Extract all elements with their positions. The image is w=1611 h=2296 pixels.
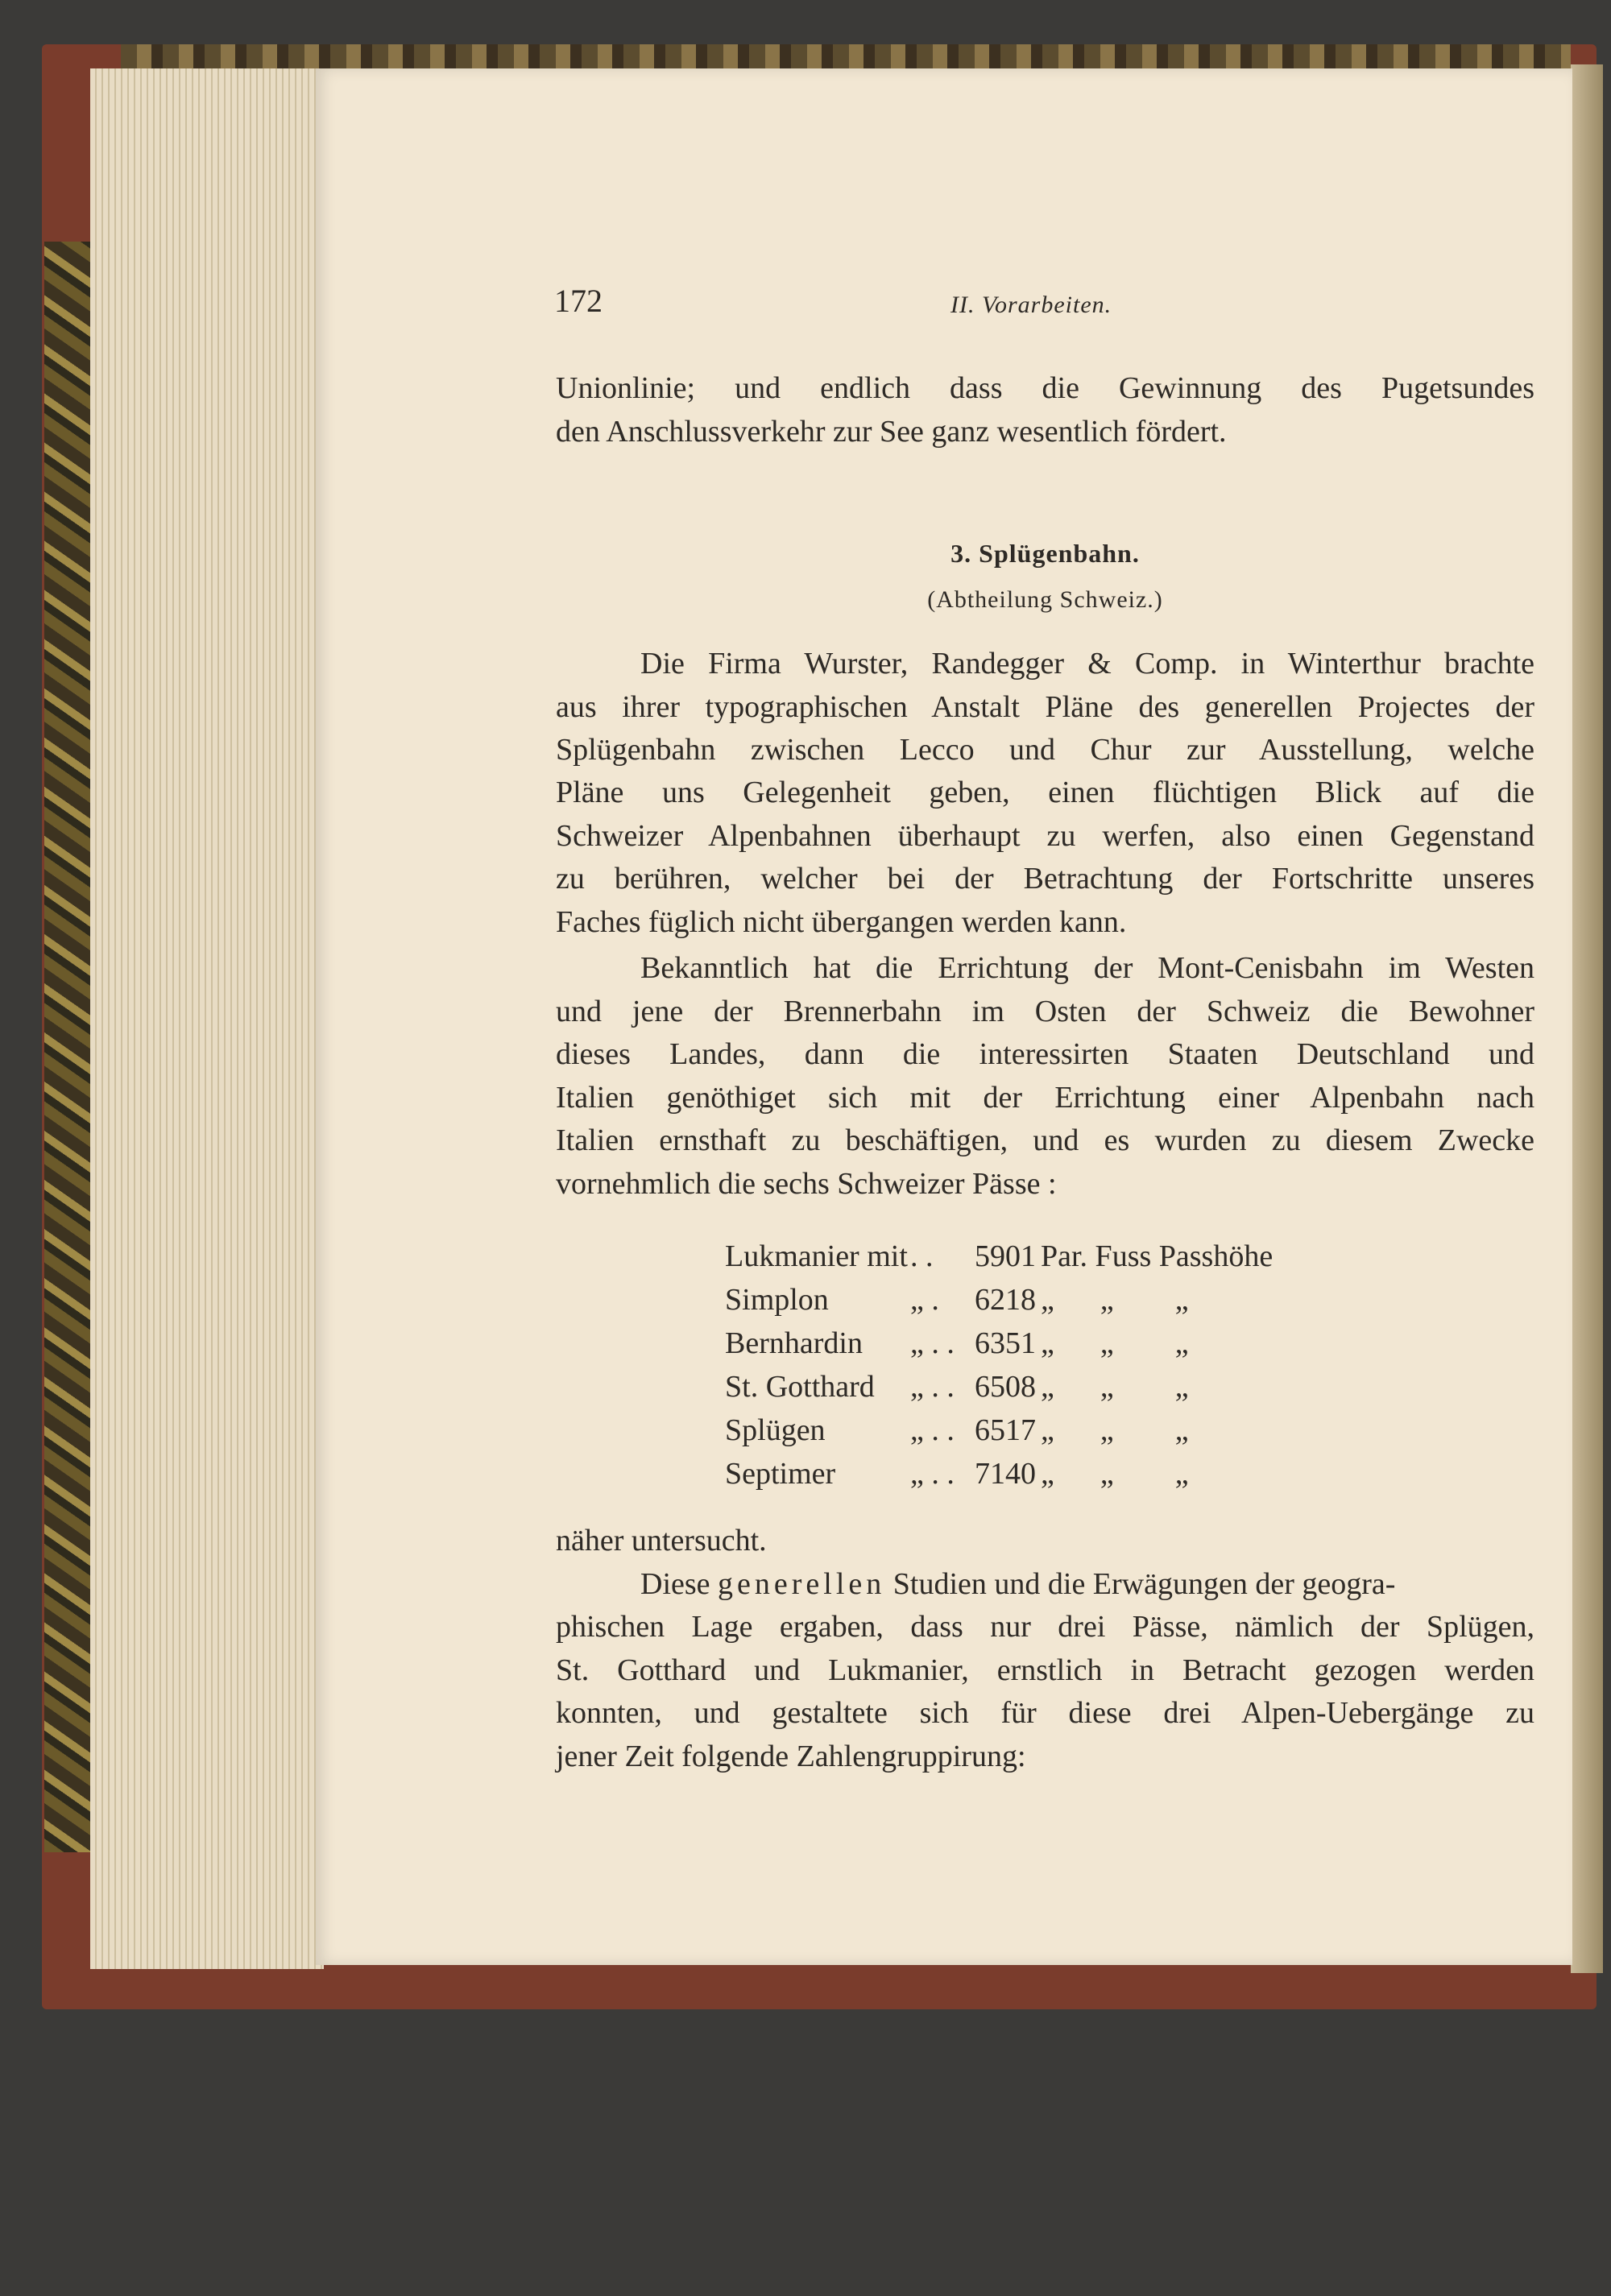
pass-name: Septimer xyxy=(725,1457,836,1491)
text-line: Italien ernsthaft zu beschäftigen, und es wurden zu diesem Zwecke xyxy=(556,1123,1534,1157)
text-line xyxy=(640,1562,1534,1606)
pass-height: 7140 xyxy=(975,1457,1036,1491)
section-heading: 3. Splügenbahn. xyxy=(950,539,1140,568)
unit: „ „ „ xyxy=(1041,1326,1189,1360)
pass-name: Lukmanier mit xyxy=(725,1239,908,1273)
text-line: phischen Lage ergaben, dass nur drei Pässe, nämlich der Splügen, xyxy=(556,1610,1534,1644)
text-line: dieses Landes, dann die interessirten Staaten Deutschland und xyxy=(556,1037,1534,1071)
unit: „ „ „ xyxy=(1041,1370,1189,1404)
ditto-marks: „ . . xyxy=(910,1457,955,1491)
ditto-marks: . . xyxy=(910,1239,934,1273)
text-line: vornehmlich die sechs Schweizer Pässe : xyxy=(556,1167,1057,1201)
text-line: und jene der Brennerbahn im Osten der Schweiz die Bewohner xyxy=(556,995,1534,1028)
unit: „ „ „ xyxy=(1041,1283,1189,1317)
pass-height: 6218 xyxy=(975,1283,1036,1317)
text-line: den Anschlussverkehr zur See ganz wesentlich fördert. xyxy=(556,415,1227,449)
book-top-edge xyxy=(121,44,1571,72)
text-line: Bekanntlich hat die Errichtung der Mont-Cenisbahn im Westen xyxy=(640,951,1534,985)
pass-name: St. Gotthard xyxy=(725,1370,875,1404)
pass-name: Bernhardin xyxy=(725,1326,863,1360)
section-subheading: (Abtheilung Schweiz.) xyxy=(927,586,1163,613)
ditto-marks: „ . . xyxy=(910,1413,955,1447)
ditto-marks: „ . . xyxy=(910,1326,955,1360)
unit: Par. Fuss Passhöhe xyxy=(1041,1239,1273,1273)
page-number: 172 xyxy=(554,283,603,319)
ditto-marks: „ . . xyxy=(910,1370,955,1404)
text-line: zu berühren, welcher bei der Betrachtung der Fortschritte unseres xyxy=(556,862,1534,896)
page-stack xyxy=(90,68,324,1969)
spaced-emphasis: generellen xyxy=(718,1567,886,1601)
pass-name: Splügen xyxy=(725,1413,826,1447)
pass-height: 5901 xyxy=(975,1239,1036,1273)
text-line: Unionlinie; und endlich dass die Gewinnung des Pugetsundes xyxy=(556,371,1534,405)
pass-height: 6517 xyxy=(975,1413,1036,1447)
pass-height: 6508 xyxy=(975,1370,1036,1404)
text-line: Pläne uns Gelegenheit geben, einen flüchtigen Blick auf die xyxy=(556,776,1534,809)
text-line: näher untersucht. xyxy=(556,1524,767,1558)
text-span: Diese xyxy=(640,1567,710,1601)
text-line: St. Gotthard und Lukmanier, ernstlich in Betracht gezogen werden xyxy=(556,1653,1534,1687)
text-line: Splügenbahn zwischen Lecco und Chur zur Ausstellung, welche xyxy=(556,733,1534,767)
text-line: jener Zeit folgende Zahlengruppirung: xyxy=(556,1740,1026,1773)
ditto-marks: „ . xyxy=(910,1283,939,1317)
text-line: aus ihrer typographischen Anstalt Pläne des generellen Projectes der xyxy=(556,690,1534,724)
pass-name: Simplon xyxy=(725,1283,829,1317)
text-line: Schweizer Alpenbahnen überhaupt zu werfen, also einen Gegenstand xyxy=(556,819,1534,853)
text-line: Italien genöthiget sich mit der Errichtung einer Alpenbahn nach xyxy=(556,1081,1534,1115)
pass-height: 6351 xyxy=(975,1326,1036,1360)
text-span: Studien und die Erwägungen der geogra- xyxy=(892,1567,1396,1601)
book-right-edge xyxy=(1571,64,1603,1973)
text-line: Die Firma Wurster, Randegger & Comp. in Winterthur brachte xyxy=(640,647,1534,681)
text-line: konnten, und gestaltete sich für diese drei Alpen-Uebergänge zu xyxy=(556,1696,1534,1730)
unit: „ „ „ xyxy=(1041,1413,1189,1447)
running-title: II. Vorarbeiten. xyxy=(950,292,1112,318)
text-line: Faches füglich nicht übergangen werden kann. xyxy=(556,905,1127,939)
unit: „ „ „ xyxy=(1041,1457,1189,1491)
